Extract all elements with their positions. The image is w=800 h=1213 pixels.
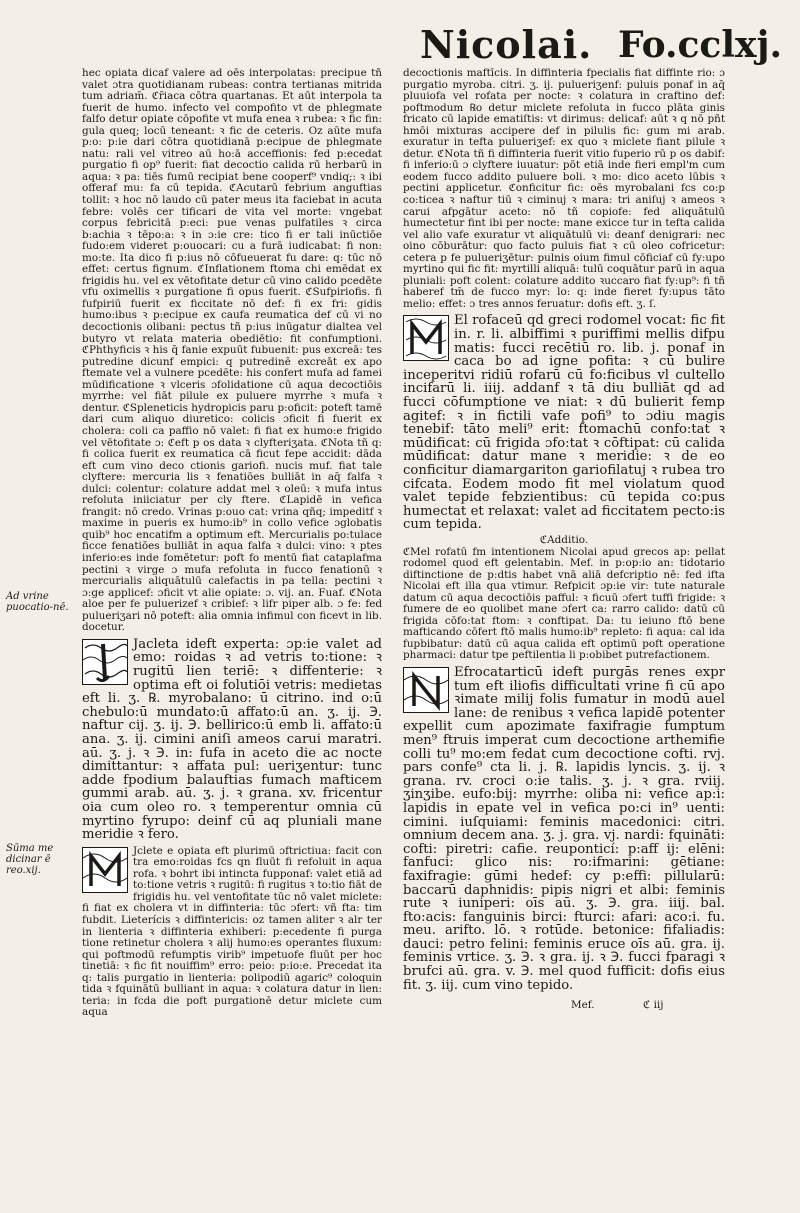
woodcut-initial-m [403,315,449,361]
woodcut-pattern-icon [83,640,127,684]
section-diacleta [82,638,382,842]
paragraph-opiata: hec opiata dicaf valere ad oēs interpolatas: precipue tñ valet ɔtra quotidianam rubeas: contra tertianas mitrida tum adriam̄. ℭr̄iaca cōtra quartanas. Et aūt interpola ta fuerit de humo. infecto vel compofito vt de phlegmate falfo detur opiate cōpofite vt mufa enea ꝛ rubea: ꝛ fic fin: gula queq; locū teneant: ꝛ fic de ceteris. Oz aūte mufa p:o: p:ie dari cōtra quotidianā p:ecipue de phlegmate natu: rali vel vitreo aū ho:ā acceffionis: fed p:ecedat purgatio fi op⁹ fuerit: fiat decoctio calida rū herbarū in aqua: ꝛ pa: tiēs fumū recipiat bene cooperf⁹ vndiq;: ꝛ ibi offeraf mu: fa cū tepida. ℭAcutarū febrium anguftias tollit: ꝛ hoc nō laudo cū pater meus ita faciebat in acuta febre: volēs cer tificari de vita vel morte: vngebat corpus febricitā p:eci: pue venas pulfatiles ꝛ circa b:achia ꝛ tēpo:a: ꝛ in ɔ:ie cre: tico fi er tali inūctiōe fudo:em videret p:ouocari: cu a furā iudicabat: fi non: mo:te. Ita dico fi p:ius nō cōfueuerat fu dare: q: tūc nō effet: certus fignum. ℭInflationem ftoma chi emēdat ex frigidis hu. vel ex vētofitate detur cū vino calido pcedēte vfu oximellis ꝛ purgatione fi opus fuerit. ℭSufpiriofis. fi fufpiriū fuerit ex ficcitate nō def: fi ex fri: gidis humo:ibus ꝛ p:ecipue ex caufa reumatica def cū vi no decoctionis olibani: pectus tñ p:ius inūgatur dialtea vel butyro vt relata materia obediētio: fit confumptioni. ℭPhthyficis ꝛ his q̄ fanie expuūt fubuenit: pus excreā: tes putredine dicunf empici: q putredinē excreāt ex apo ftemate vel a vulnere pcedēte: his confert mufa ad famei mūdificatione ꝛ vlceris ɔfolidatione cū aqua decoctiōis myrrhe: vel fiāt pilule ex puluere myrrhe ꝛ mufa ꝛ dentur. ℭSpleneticis hydropicis paru p:oficit: poteft tamē dari cum aliquo diuretico: colicis ɔficit fi fuerit ex cholera: coli ca paffio nō valet: fi fiat ex humo:e frigido vel vētofitate ɔ: ℭeft p os data ꝛ clyfteriʒata. ℭNota tñ q: fi colica fuerit ex reumatica cā ficut fepe accidit: dāda eft cum vino deco ctionis gariofi. nucis muf. fiat tale clyftere: mercuria lis ꝛ fenatiōes bulliāt in aq̄ falfa ꝛ dulci: colentur: colature addat mel ꝛ oleū: ꝛ mufa intus refoluta iniiciatur per cly ftere. ℭLapidē in vefica frangit: nō credo. Vrinas p:ouo cat: vrina qñq; impeditf ꝛ maxime in pueris ex humo:ib⁹ in collo vefice ɔglobatis quib⁹ hoc encatifm a optimum eft. Mercurialis po:tulace ficce fenatiōes bulliāt in aqua falfa ꝛ dulci: vino: ꝛ ptes inferio:es inde fomētetur: poft fo mentū fiat cataplafma pectini ꝛ virge ɔ mufa refoluta in fucco fenationū ꝛ mercurialis aliquātulū calefactis in pa tella: pectini ꝛ ɔ:ge applicef: ɔficit vt alie opiate: ɔ. vij. an. Fuaf. ℭNota aloe per fe puluerizef ꝛ cribief: ꝛ lifr piper alb. ɔ fe: fed pulueriʒari nō poteft: alia omnia infimul con ficevt in lib. docetur. [82,67,382,634]
paragraph-diacleta: Jacleta ideft experta: ɔp:ie valet ad emo: roidas ꝛ ad vetris to:tione: ꝛ rugitū lien teriē: ꝛ diffenterie: ꝛ optima eft oi folutiōi vetris: medietas eft li. ʒ. ℞. myrobalano: ū citrino. ind o:ū chebulo:ū mundato:ū affato:ū an. ʒ. ij. ℈. naftur cij. ʒ. ij. ℈. bellirico:ū emb li. affato:ū ana. ʒ. ij. cimini aniſi ameos carui maratri. aū. ʒ. j. ꝛ ℈. in: fufa in aceto die ac nocte dimittantur: ꝛ affata pul: ueriʒentur: tunc adde fpodium balauftias fumach mafticem gummi arab. aū. ʒ. j. ꝛ grana. xv. fricentur oia cum oleo ro. ꝛ temperentur omnia cū myrtino fyrupo: deinf cū aq pluniali mane meridie ꝛ fero. [82,636,382,843]
signature-mark: ℭ iij [643,999,664,1012]
right-column [403,68,725,1014]
signature-line [403,1000,725,1014]
marginal-note-urine: Ad vrine puocatio-nē. [6,591,69,613]
paragraph-nefrocatarticum: Efrocatarticū ideft purgās renes expr tum eft iliofis difficultati vrine fi cū apo ꝛimate milij folis fumatur in modū auel lane: de renibus ꝛ vefica lapidē potenter expellit cum apozimate faxifragie fumptum men⁹ ftruis imperat cum decoctione arthemifie colli tu⁹ mo:em fedat cum decoctione cofti. rvj. pars confe⁹ cta li. j. ℞. lapidis lyncis. ʒ. ij. ꝛ grana. rv. croci o:ie talis. ʒ. j. ꝛ gra. rviij. ʒinʒibe. eufo:bij: myrrhe: oliba ni: vefice ap:i: lapidis in epate vel in vefica po:ci in⁹ uenti: cimini. iuſquiami: feminis macedonici: citri. omnium decem ana. ʒ. j. gra. vj. nardi: fquināti: cofti: piretri: cafie. reuponticí: p:aff ij: elēni: fanfuci: glico nis: ro:ifmarini: gētiane: faxifragie: gūmi hedef: cy p:effi: pillularū: baccarū daphnidis: pipis nigri et albi: feminis rute ꝛ iuniperi: oīs aū. ʒ. ℈. gra. iiij. bal. fto:acis: fanguinis birci: fturci: afari: aco:i. fu. meu. arifto. lō. ꝛ rotūde. betonice: fifaliadis: dauci: petro felini: feminis eruce oīs aū. gra. ij. feminis vrtice. ʒ. ℈. ꝛ gra. ij. ꝛ ℈. fucci fparagi ꝛ brufci aū. gra. v. ℈. mel quod fufficit: dofis eius fit. ʒ. iij. cum vino tepido. [403,665,725,993]
running-head-title: Nicolai. [420,22,593,67]
section-mel-rosaceum [403,314,725,532]
woodcut-pattern-icon [404,668,448,712]
section-nefrocatarticum [403,666,725,992]
paragraph-addition: ℭMel rofatū fm intentionem Nicolai apud grecos ap: pellat rodomel quod eft gelentabin. Mef. in p:op:io an: tidotario diftinctione de p:dtis habet vnā aliā defcriptio nē: fed ifta Nicolai eft illa qua vtimur. Refpicit ɔp:ie vir: tute naturale datum cū aqua decoctiōis pafful: ꝛ ficuū ɔfert tuffi frigide: ꝛ fumere de eo quolibet mane ɔfert ca: rarro calido: datū cū frigida cōfo:tat ftom: ꝛ conftipat. Da: tu ieiuno ftō bene mafticando cōfert ftō malis humo:ib⁹ repleto: fi aqua: cal ida fupbibatur: datū cū aqua calida eft optimū poft operatione pharmaci: datur tpe peftilentia li p:obibet putrefactionem. [403,545,725,662]
paragraph-miclete: Jclete e opiata eft plurimū ɔftrictiua: facit con tra emo:roidas fcs qn fluūt fi refoluit in aqua rofa. ꝛ bohrt ibi intincta fupponaf: valet etiā ad to:tione vetris ꝛ rugitū: fi rugitus ꝛ to:tio fiāt de frigidis hu. vel ventofitate tūc nō valet miclete: fi fiat ex cholera vt in diffinteria: tūc ɔfert: vñ fta: tim fubdit. Lieterícis ꝛ diffintericis: oz tamen aliter ꝛ alr ter in lienteria ꝛ diffinteria exhiberi: p:ecedente fi purga tione retinetur cholera ꝛ alij humo:es operantes fluxum: qui poftmodū refumptis virib⁹ impetuofe fluūt per hoc tinetiā: ꝛ fic fit nouiffim⁹ erro: peio: p:io:e. Precedat ita q: talis purgatio in lienteria: polipodiū agaric⁹ coloquin tida ꝛ fquinātū bulliant in aqua: ꝛ colatura datur in lien: teria: in fcda die poft purgationē detur miclete cum aqua [82,844,382,1019]
folio-number: Fo.cclxj. [618,24,783,66]
woodcut-initial-j [82,639,128,685]
addition-heading: ℭAdditio. [539,533,589,546]
left-column [82,68,382,1019]
paragraph-decoctionis: decoctionis maftīcis. In diffinteria fpecialis fiat diffinte rio: ɔ purgatio myroba. citri. ʒ. ij. pulueriʒenf: puluis ponaf in aq̄ pluuiofa vel rofata per nocte: ꝛ colatura in craftino def: poftmodum ℞o detur miclete refoluta in fucco plāta ginis fricato cū lapide ematiſtis: vt dirimus: delicaf: aūt ꝛ q nō pñt hmōi mixturas accipere def in pilulis fic: gum mi arab. exuratur in tefta pulueriʒef: ex quo ꝛ miclete fiant pilule ꝛ detur. ℭNota tñ fi diffinteria fuerit vitio fuperio rū p os dabif: fi inferio:ū ɔ clyftere iuuatur: pōt etiā inde fieri empl'm cum eodem fucco addito puluere boli. ꝛ mo: dico aceto lūbis ꝛ pectini applicetur. ℭonficitur fic: oēs myrobalani fcs co:p co:ticea ꝛ naftur tiū ꝛ ciminuj ꝛ mara: tri aniſuj ꝛ ameos ꝛ carui afpgātur aceto: nō tñ copiofe: fed aliquātulū humectetur fint ibi per nocte: mane exicce tur in tefta calida vel alio vafe exuratur vt aliquātulū vi: deanf denigrari: nec oino cōburātur: quo facto puluis fiat ꝛ cū oleo cofricetur: cetera p fe pulueriʒētur: pulnis oium fimul cōficiaf cū fy:upo myrtino qui fic fit: myrtilli aliquā: tulū coquātur parū in aqua pluniali: poft colent: colature addito ꝛuccaro fiat fy:up⁹: fi tñ haberef tm̄ de fucco myr: lo: q: inde fieret fy:upus tāto melio: effet: ɔ tres annos feruatur: dofis eft. ʒ. ſ. [403,67,725,310]
paragraph-mel-rosaceum: El rofaceū qd greci rodomel vocat: fic fit in. r. li. albiffimi ꝛ puriffimi mellis difpu matis: fucci recētiū ro. lib. j. ponaf in caca bo ad igne pofita: ꝛ cū bulire inceperitvi ridiū rofarū cū fo:ficibus vl cultello incifarū li. iiij. addanf ꝛ tā diu bulliāt qd ad fucci cōfumptione ve niat: ꝛ dū bulierit femp agitef: ꝛ in fictili vafe pofi⁹ to ɔdiu magis tenebif: tāto meli⁹ erit: ftomachū confo:tat ꝛ mūdificat: cū frigida ɔfo:tat ꝛ cōftipat: cū calida mūdificat: datur mane ꝛ meridie: ꝛ de eo conficitur diamargariton gariofilatuj ꝛ rubea tro cifcata. Eodem modo fit mel violatum quod valet tepide febzientibus: cū tepida co:pus humectat et relaxat: valet ad ficcitatem pecto:is cum tepida. [403,313,725,533]
woodcut-initial-m [82,847,128,893]
marginal-note-summa: Sūma me dicinar ē reo.xij. [6,843,54,876]
woodcut-initial-n [403,667,449,713]
woodcut-pattern-icon [83,848,127,892]
catchword: Mef. [571,999,595,1012]
woodcut-pattern-icon [404,316,448,360]
section-miclete [82,846,382,1019]
